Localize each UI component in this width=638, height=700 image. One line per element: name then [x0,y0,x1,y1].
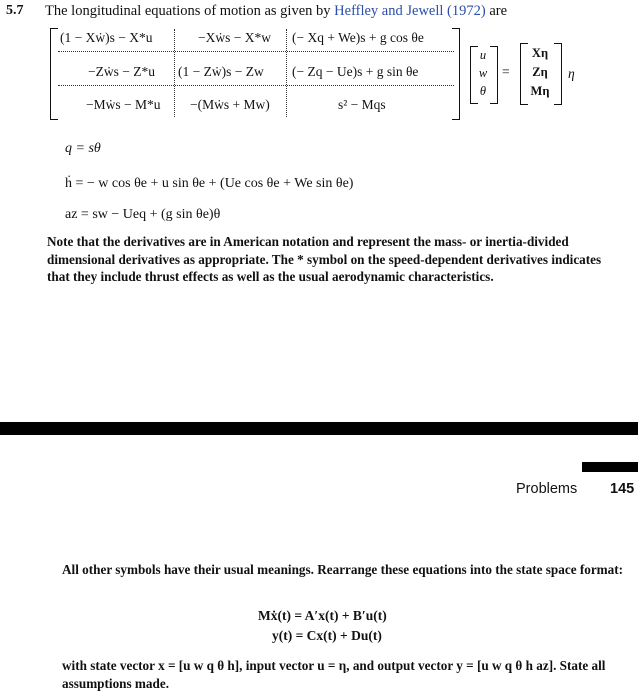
page-break-rule [0,422,638,435]
intro-text: The longitudinal equations of motion as given by [45,3,331,19]
rhs-multiplier-eta: η [568,66,575,81]
rhs-vector-m-eta: Mη [530,84,550,98]
matrix-divider-col2 [286,29,287,117]
state-vector-u: u [479,48,487,62]
matrix-divider-col1 [174,29,175,117]
matrix-cell-r3c2: −(Mẇs + Mw) [190,97,270,112]
running-header-bar [582,462,638,472]
question-intro [45,3,507,20]
matrix-cell-r2c1: −Zẇs − Z*u [88,64,155,79]
matrix-divider-row2 [58,85,454,86]
equation-h-dot: ḣ = − w cos θe + u sin θe + (Ue cos θe + We sin θe) [65,176,354,191]
matrix-cell-r2c2: (1 − Zẇ)s − Zw [178,64,264,79]
matrix-cell-r1c2: −Xẇs − X*w [198,30,271,45]
equation-q: q = sθ [65,141,101,156]
matrix-cell-r1c1: (1 − Xẇ)s − X*u [60,30,153,45]
matrix-cell-r1c3: (− Xq + We)s + g cos θe [292,30,424,45]
rhs-vector-right-bracket [554,43,562,105]
question-number: 5.7 [6,3,24,18]
matrix-equation [50,26,638,122]
matrix-cell-r3c1: −Mẇs − M*u [86,97,161,112]
state-vector-theta: θ [479,84,487,98]
rhs-vector-z-eta: Zη [532,65,548,79]
matrix-equals-sign: = [502,64,510,79]
citation-link[interactable]: Heffley and Jewell (1972) [334,3,486,19]
matrix-left-bracket [50,28,58,120]
continuation-paragraph: All other symbols have their usual meanings. Rearrange these equations into the state space format: [62,562,624,577]
state-vector-w: w [478,66,488,80]
running-header-label: Problems [516,481,578,497]
intro-end: are [489,3,508,19]
state-vector-right-bracket [490,46,498,104]
matrix-right-bracket [452,28,460,120]
note-paragraph: Note that the derivatives are in American notation and represent the mass- or inertia-divided dimensional derivatives as appropriate. The * symbol on the speed-dependent derivatives indicates that they include thrust effects as well as the usual aerodynamic characteristics. [47,234,602,284]
rhs-vector-x-eta: Xη [531,46,549,60]
matrix-cell-r2c3: (− Zq − Ue)s + g sin θe [292,64,419,79]
matrix-cell-r3c3: s² − Mqs [338,97,386,112]
matrix-divider-row1 [58,51,454,52]
page-number: 145 [610,481,635,497]
equation-az: az = sw − Ueq + (g sin θe)θ [65,207,221,222]
closing-paragraph: with state vector x = [u w q θ h], input vector u = η, and output vector y = [u w q θ h az]. State all assumptions made. [62,658,606,691]
output-equation: y(t) = Cx(t) + Du(t) [272,628,382,643]
state-equation: Mẋ(t) = A′x(t) + B′u(t) [258,608,387,623]
